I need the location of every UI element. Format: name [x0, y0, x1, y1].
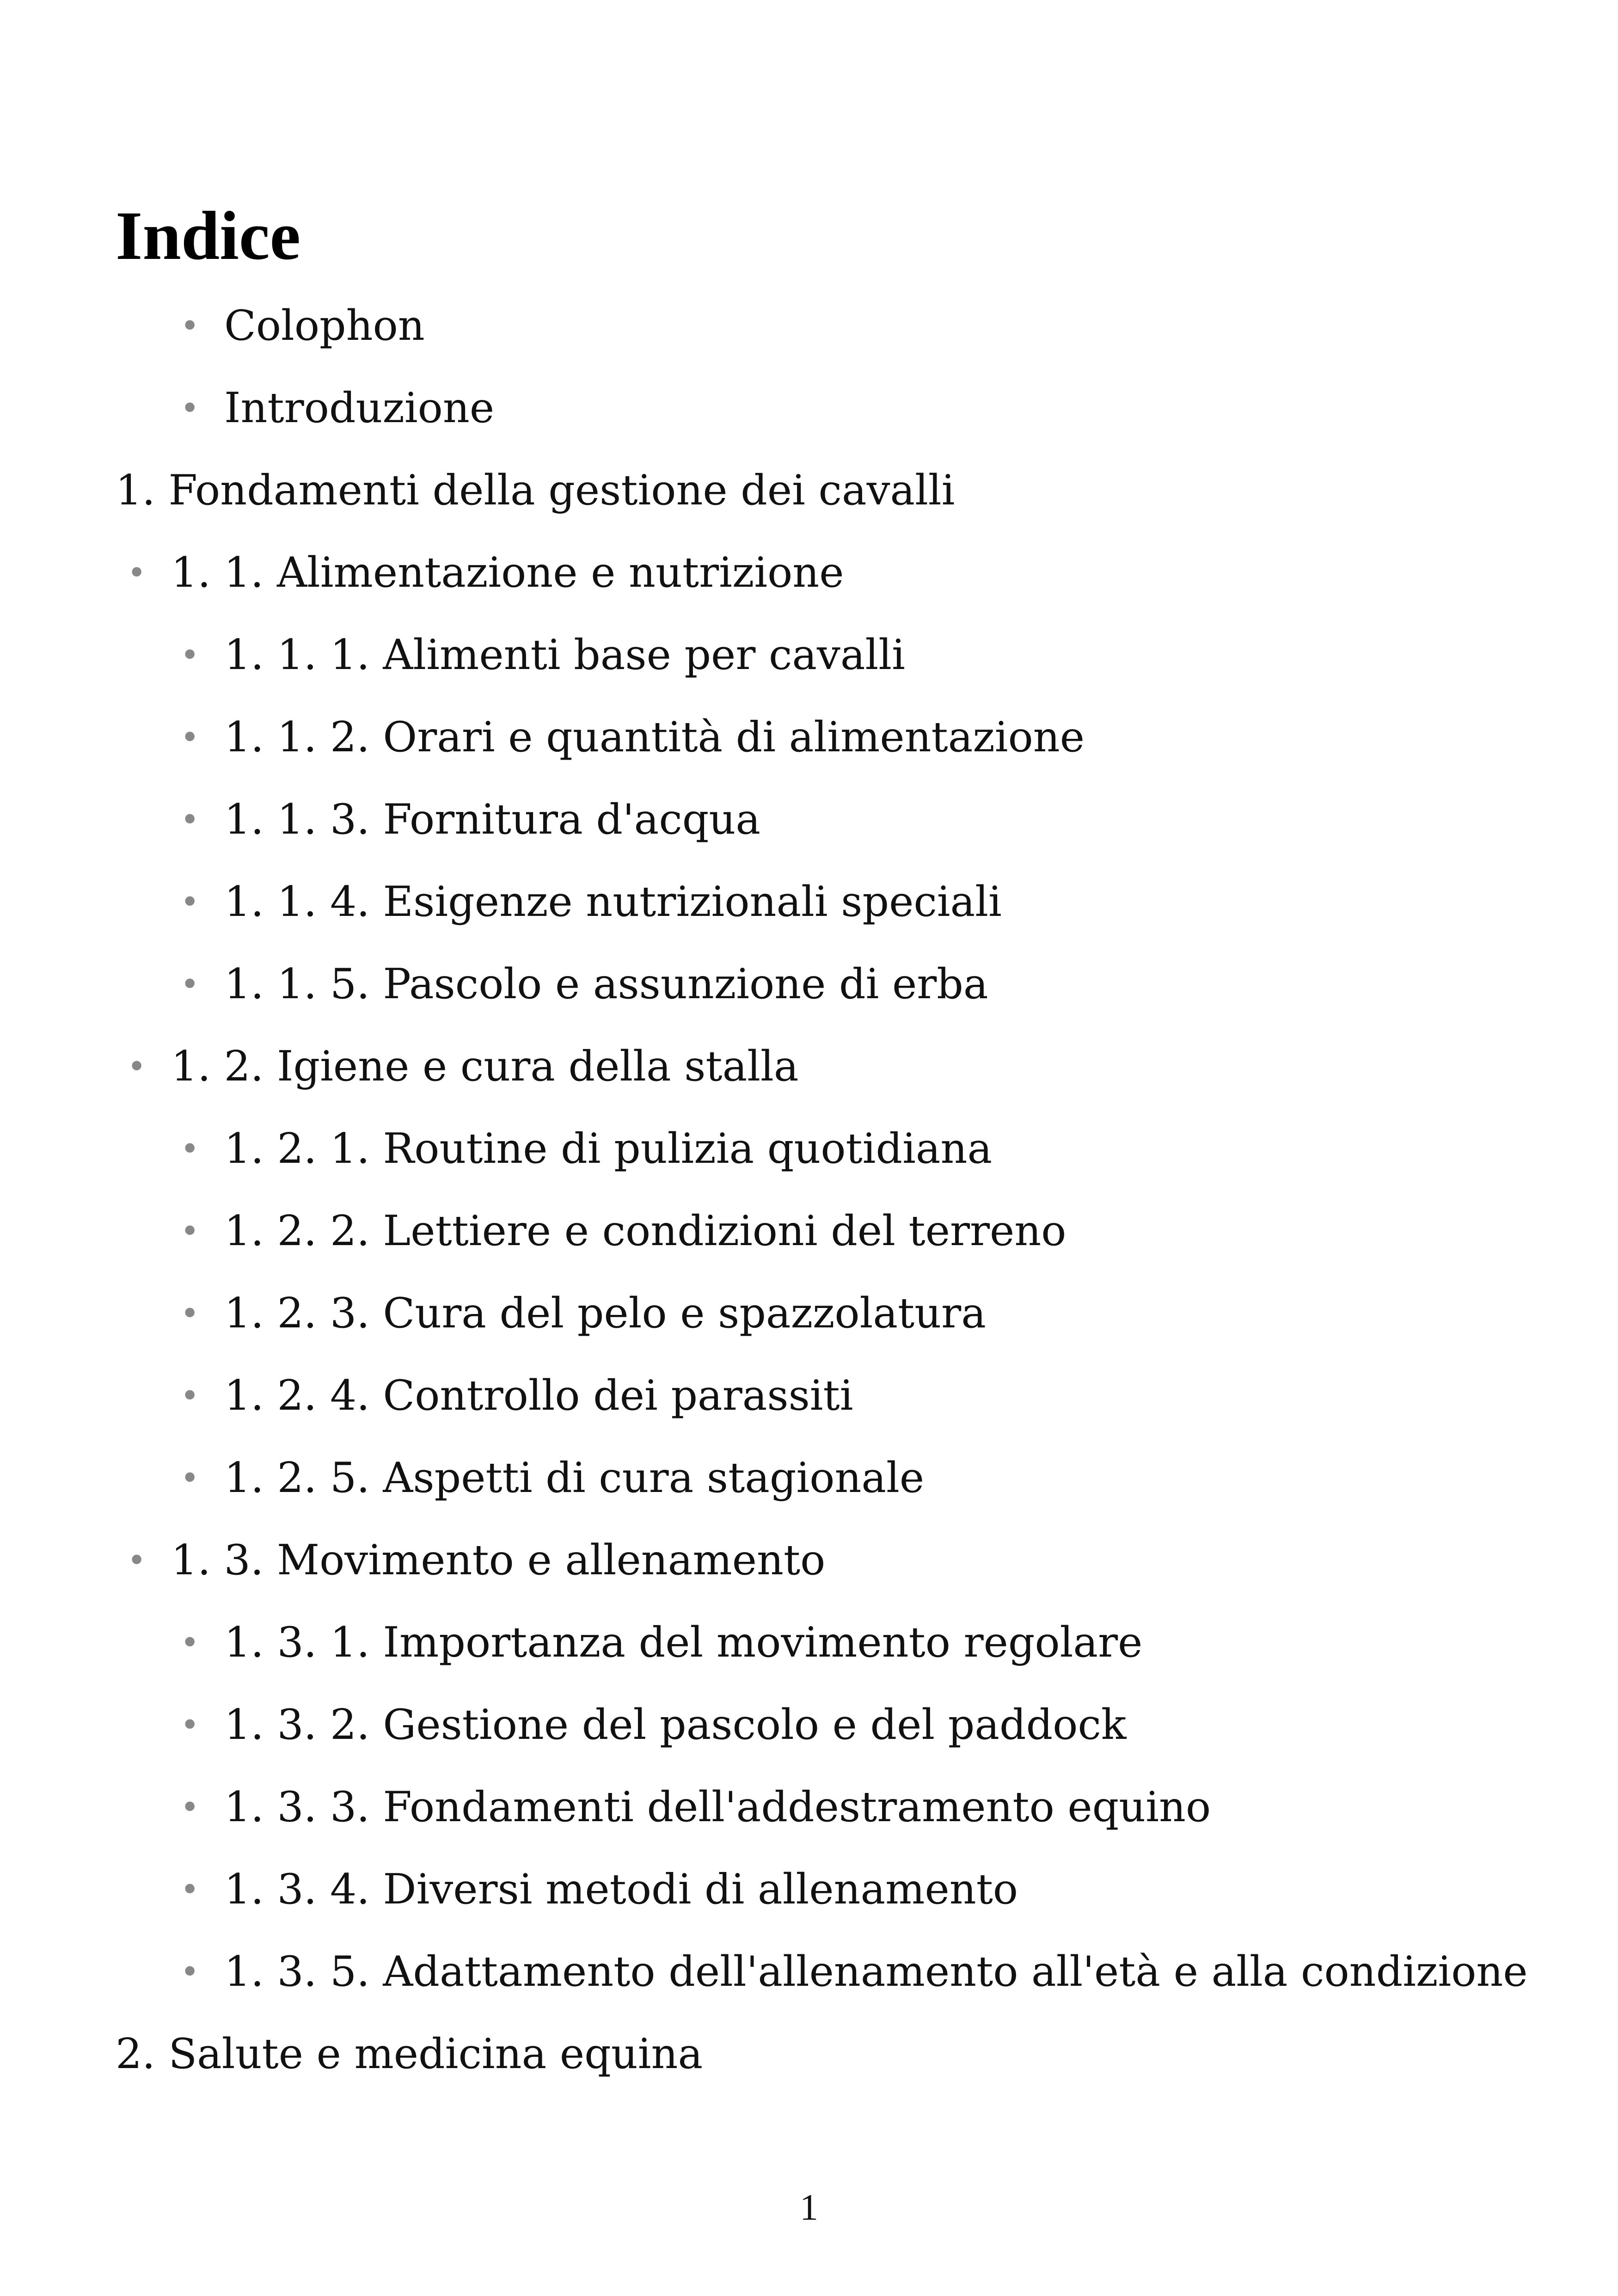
toc-entry-label: 1. 3. Movimento e allenamento — [171, 1536, 826, 1584]
toc-section-1-3[interactable] — [127, 1533, 826, 1588]
bullet-icon: • — [180, 1459, 200, 1497]
bullet-icon: • — [180, 1953, 200, 1991]
toc-subsection-1-3-1[interactable] — [180, 1615, 1143, 1670]
toc-entry-label: 1. 2. 4. Controllo dei parassiti — [224, 1371, 853, 1420]
bullet-icon: • — [127, 1541, 147, 1579]
toc-entry-label: 1. 2. Igiene e cura della stalla — [171, 1042, 799, 1091]
toc-entry-label: 1. 1. 4. Esigenze nutrizionali speciali — [224, 878, 1002, 926]
toc-subsection-1-2-1[interactable] — [180, 1121, 993, 1177]
page-number: 1 — [800, 2187, 818, 2228]
toc-chapter-2[interactable] — [116, 2026, 703, 2082]
bullet-icon: • — [180, 1212, 200, 1250]
bullet-icon: • — [180, 801, 200, 839]
bullet-icon: • — [180, 1377, 200, 1415]
toc-subsection-1-3-5[interactable] — [180, 1944, 1528, 2000]
bullet-icon: • — [180, 1624, 200, 1662]
toc-subsection-1-2-3[interactable] — [180, 1286, 986, 1341]
bullet-icon: • — [180, 1788, 200, 1826]
bullet-icon: • — [180, 307, 200, 345]
bullet-icon: • — [180, 1130, 200, 1168]
toc-entry-label: Introduzione — [224, 384, 495, 432]
toc-subsection-1-2-2[interactable] — [180, 1203, 1066, 1259]
bullet-icon: • — [127, 1048, 147, 1086]
toc-subsection-1-3-4[interactable] — [180, 1862, 1018, 1917]
toc-entry-label: 1. 1. 1. Alimenti base per cavalli — [224, 631, 905, 679]
toc-entry-label: 1. 2. 1. Routine di pulizia quotidiana — [224, 1124, 993, 1173]
toc-entry-label: 1. 3. 2. Gestione del pascolo e del paddock — [224, 1701, 1127, 1749]
toc-subsection-1-3-2[interactable] — [180, 1697, 1127, 1753]
toc-entry-label: 1. 3. 4. Diversi metodi di allenamento — [224, 1865, 1018, 1914]
bullet-icon: • — [180, 1871, 200, 1909]
toc-section-1-1[interactable] — [127, 545, 844, 601]
toc-entry-label: 1. 3. 1. Importanza del movimento regolare — [224, 1618, 1143, 1667]
toc-entry-label: 1. 3. 3. Fondamenti dell'addestramento equino — [224, 1783, 1211, 1831]
toc-entry-label: 1. 1. 3. Fornitura d'acqua — [224, 795, 760, 844]
toc-subsection-1-2-5[interactable] — [180, 1450, 925, 1506]
toc-chapter-1[interactable] — [116, 463, 955, 518]
toc-subsection-1-3-3[interactable] — [180, 1780, 1211, 1835]
toc-entry-label: 1. Fondamenti della gestione dei cavalli — [116, 466, 955, 515]
bullet-icon: • — [180, 1706, 200, 1744]
bullet-icon: • — [180, 636, 200, 674]
toc-entry-label: 2. Salute e medicina equina — [116, 2030, 703, 2078]
toc-entry-label: 1. 2. 2. Lettiere e condizioni del terreno — [224, 1207, 1066, 1255]
bullet-icon: • — [180, 965, 200, 1003]
toc-entry-label: 1. 3. 5. Adattamento dell'allenamento all'età e alla condizione — [224, 1947, 1528, 1996]
toc-section-1-2[interactable] — [127, 1039, 799, 1094]
bullet-icon: • — [180, 1295, 200, 1332]
toc-subsection-1-1-4[interactable] — [180, 874, 1002, 930]
toc-entry-label: 1. 2. 3. Cura del pelo e spazzolatura — [224, 1289, 986, 1338]
bullet-icon: • — [180, 718, 200, 756]
toc-subsection-1-1-5[interactable] — [180, 957, 988, 1012]
toc-entry-introduzione[interactable] — [180, 381, 495, 436]
toc-subsection-1-1-2[interactable] — [180, 710, 1085, 765]
bullet-icon: • — [127, 554, 147, 592]
toc-entry-label: Colophon — [224, 301, 425, 350]
toc-entry-colophon[interactable] — [180, 298, 425, 354]
toc-entry-label: 1. 1. Alimentazione e nutrizione — [171, 548, 844, 597]
bullet-icon: • — [180, 883, 200, 921]
page-title: Indice — [116, 197, 301, 274]
bullet-icon: • — [180, 389, 200, 427]
toc-subsection-1-1-1[interactable] — [180, 627, 905, 683]
toc-entry-label: 1. 1. 2. Orari e quantità di alimentazione — [224, 713, 1085, 761]
toc-subsection-1-2-4[interactable] — [180, 1368, 853, 1424]
toc-entry-label: 1. 1. 5. Pascolo e assunzione di erba — [224, 960, 988, 1008]
toc-subsection-1-1-3[interactable] — [180, 792, 760, 847]
toc-entry-label: 1. 2. 5. Aspetti di cura stagionale — [224, 1454, 925, 1502]
